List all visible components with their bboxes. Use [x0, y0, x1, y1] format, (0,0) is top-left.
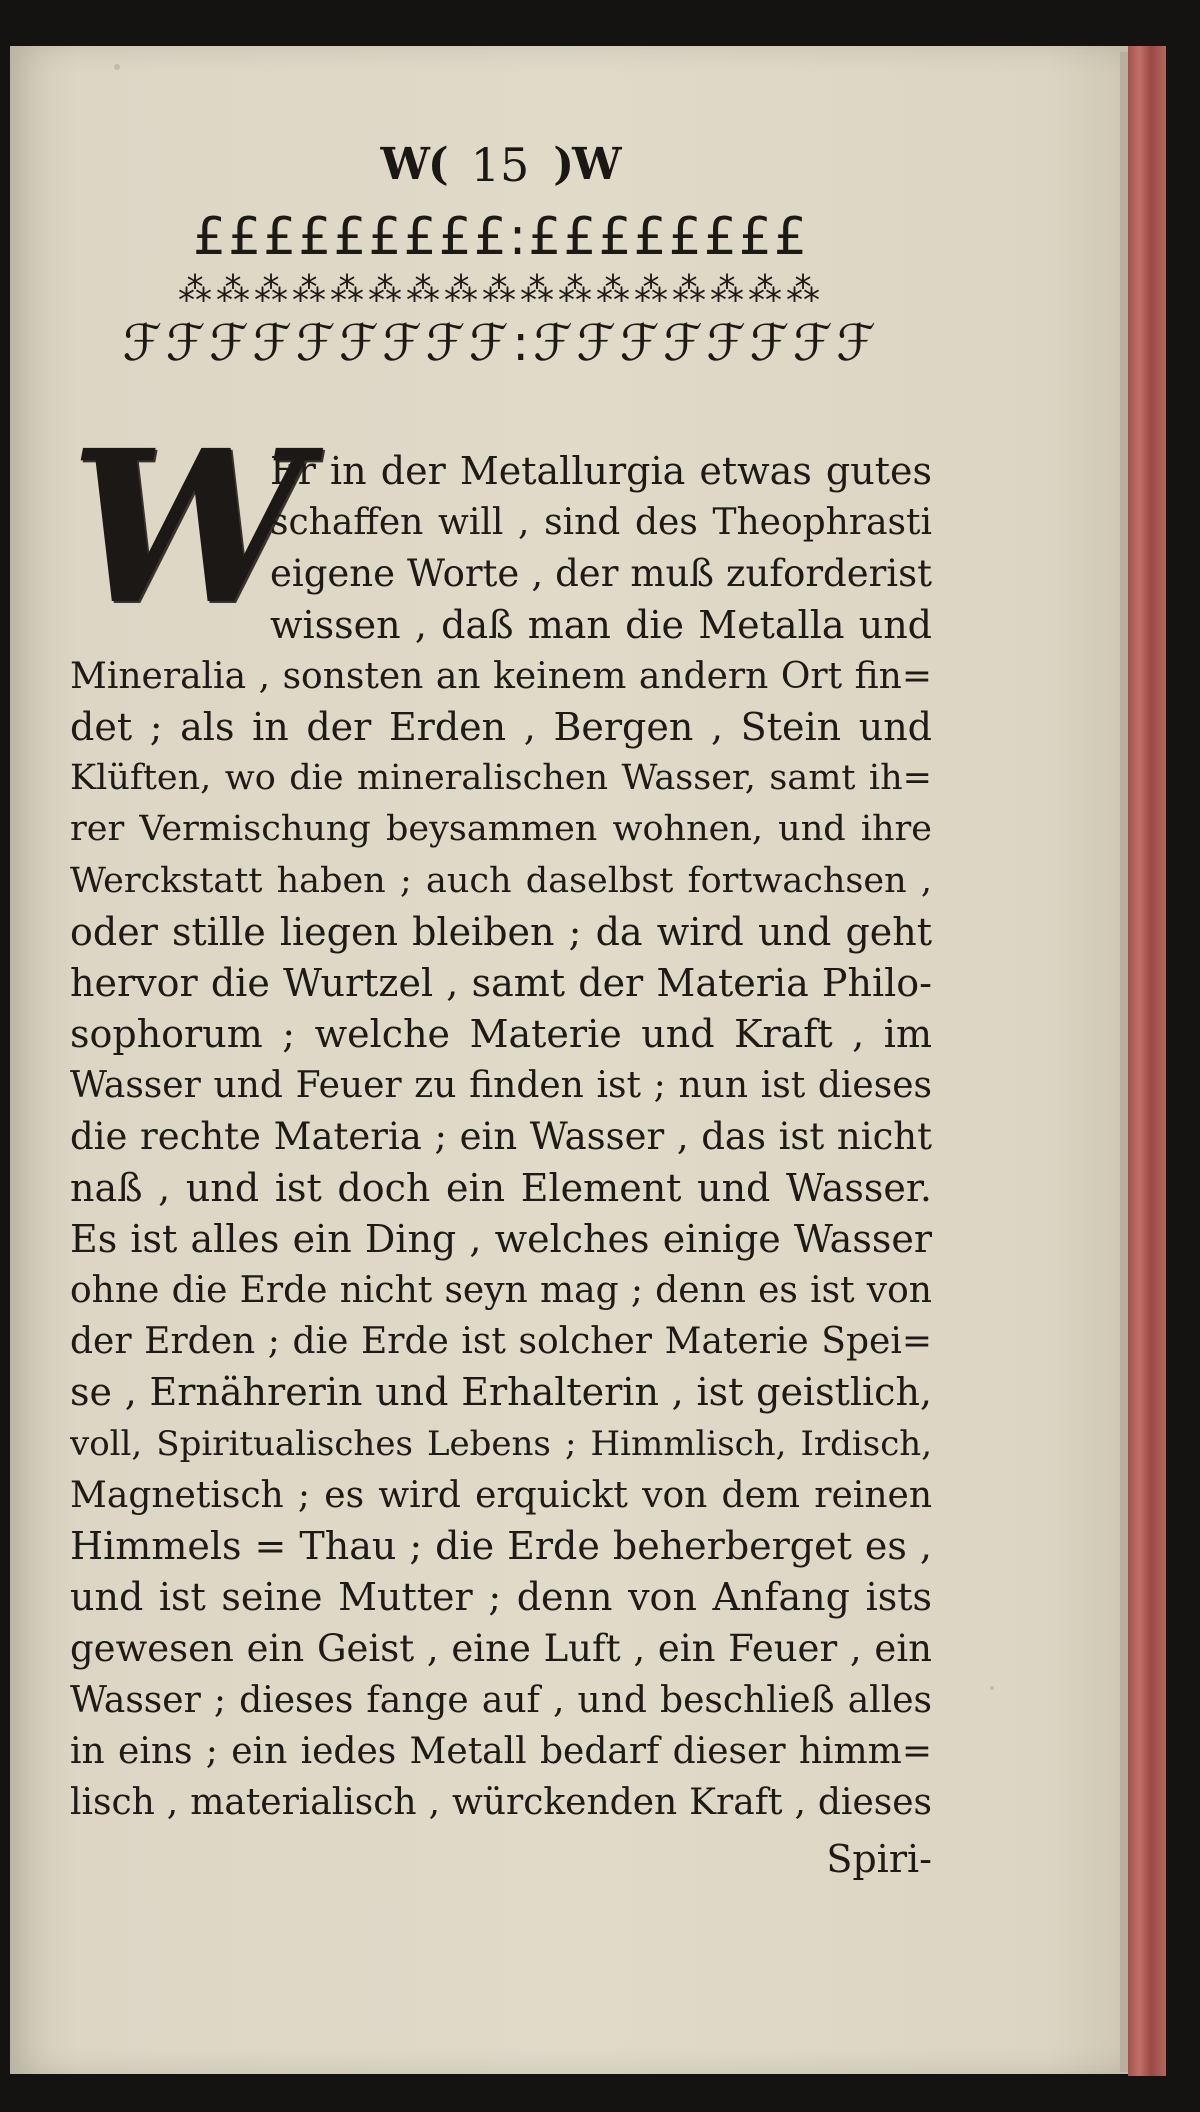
decorated-initial-letter: W [70, 404, 306, 651]
text-line: in eins ; ein iedes Metall bedarf dieser himm= [70, 1730, 932, 1772]
text-line: det ; als in der Erden , Bergen , Stein und [70, 704, 932, 749]
catchword: Spiri- [826, 1837, 932, 1881]
paper-spot [114, 64, 120, 70]
header-ornament-left: W( [380, 139, 447, 190]
text-line: rer Vermischung beysammen wohnen, und ihre [70, 809, 932, 850]
text-line: Werckstatt haben ; auch daselbst fortwachsen , [70, 860, 932, 901]
text-line: voll, Spiritualisches Lebens ; Himmlisch, Irdisch, [70, 1423, 932, 1464]
text-line: die rechte Materia ; ein Wasser , das ist nicht [70, 1115, 932, 1159]
text-line: oder stille liegen bleiben ; da wird und geht [70, 909, 932, 954]
ornamental-border-row-1: £££££££££:££££££££ [193, 207, 809, 267]
ornamental-border-row-2: ⁂⁂⁂⁂⁂⁂⁂⁂⁂⁂⁂⁂⁂⁂⁂⁂⁂ [178, 270, 824, 310]
text-line: wissen , daß man die Metalla und [270, 602, 932, 647]
text-line: naß , und ist doch ein Element und Wasser. [70, 1165, 932, 1210]
text-line: sophorum ; welche Materie und Kraft , im [70, 1012, 932, 1057]
text-line: und ist seine Mutter ; denn von Anfang ists [70, 1575, 932, 1620]
text-line: gewesen ein Geist , eine Luft , ein Feuer , ein [70, 1627, 932, 1671]
paper-spot [990, 1686, 994, 1690]
text-line: Er in der Metallurgia etwas gutes [270, 449, 932, 493]
book-cover-edge [1128, 46, 1166, 2076]
page-number: 15 [470, 138, 530, 192]
text-line: eigene Worte , der muß zuforderist [270, 552, 932, 596]
text-line: schaffen will , sind des Theophrasti [270, 502, 932, 544]
text-line: Es ist alles ein Ding , welches einige Wasser [70, 1216, 932, 1261]
text-line: der Erden ; die Erde ist solcher Materie Spei= [70, 1321, 932, 1363]
text-line: Wasser und Feuer zu finden ist ; nun ist dieses [70, 1065, 932, 1107]
text-line: ohne die Erde nicht seyn mag ; denn es ist von [70, 1270, 932, 1311]
header-ornament-right: )W [553, 139, 620, 190]
text-line: Mineralia , sonsten an keinem andern Ort fin= [70, 655, 932, 697]
text-line: lisch , materialisch , würckenden Kraft , dieses [70, 1781, 932, 1823]
page-header [330, 130, 670, 200]
ornamental-border-row-3: ℱℱℱℱℱℱℱℱℱ:ℱℱℱℱℱℱℱℱ [122, 314, 880, 372]
text-line: Klüften, wo die mineralischen Wasser, samt ih= [70, 758, 932, 799]
text-line: Wasser ; dieses fange auf , und beschließ alles [70, 1679, 932, 1721]
text-line: hervor die Wurtzel , samt der Materia Philo- [70, 960, 932, 1005]
text-line: Magnetisch ; es wird erquickt von dem reinen [70, 1474, 932, 1516]
text-line: se , Ernährerin und Erhalterin , ist geistlich, [70, 1370, 932, 1415]
body-text [70, 446, 932, 1828]
text-line: Himmels = Thau ; die Erde beherberget es , [70, 1523, 932, 1568]
